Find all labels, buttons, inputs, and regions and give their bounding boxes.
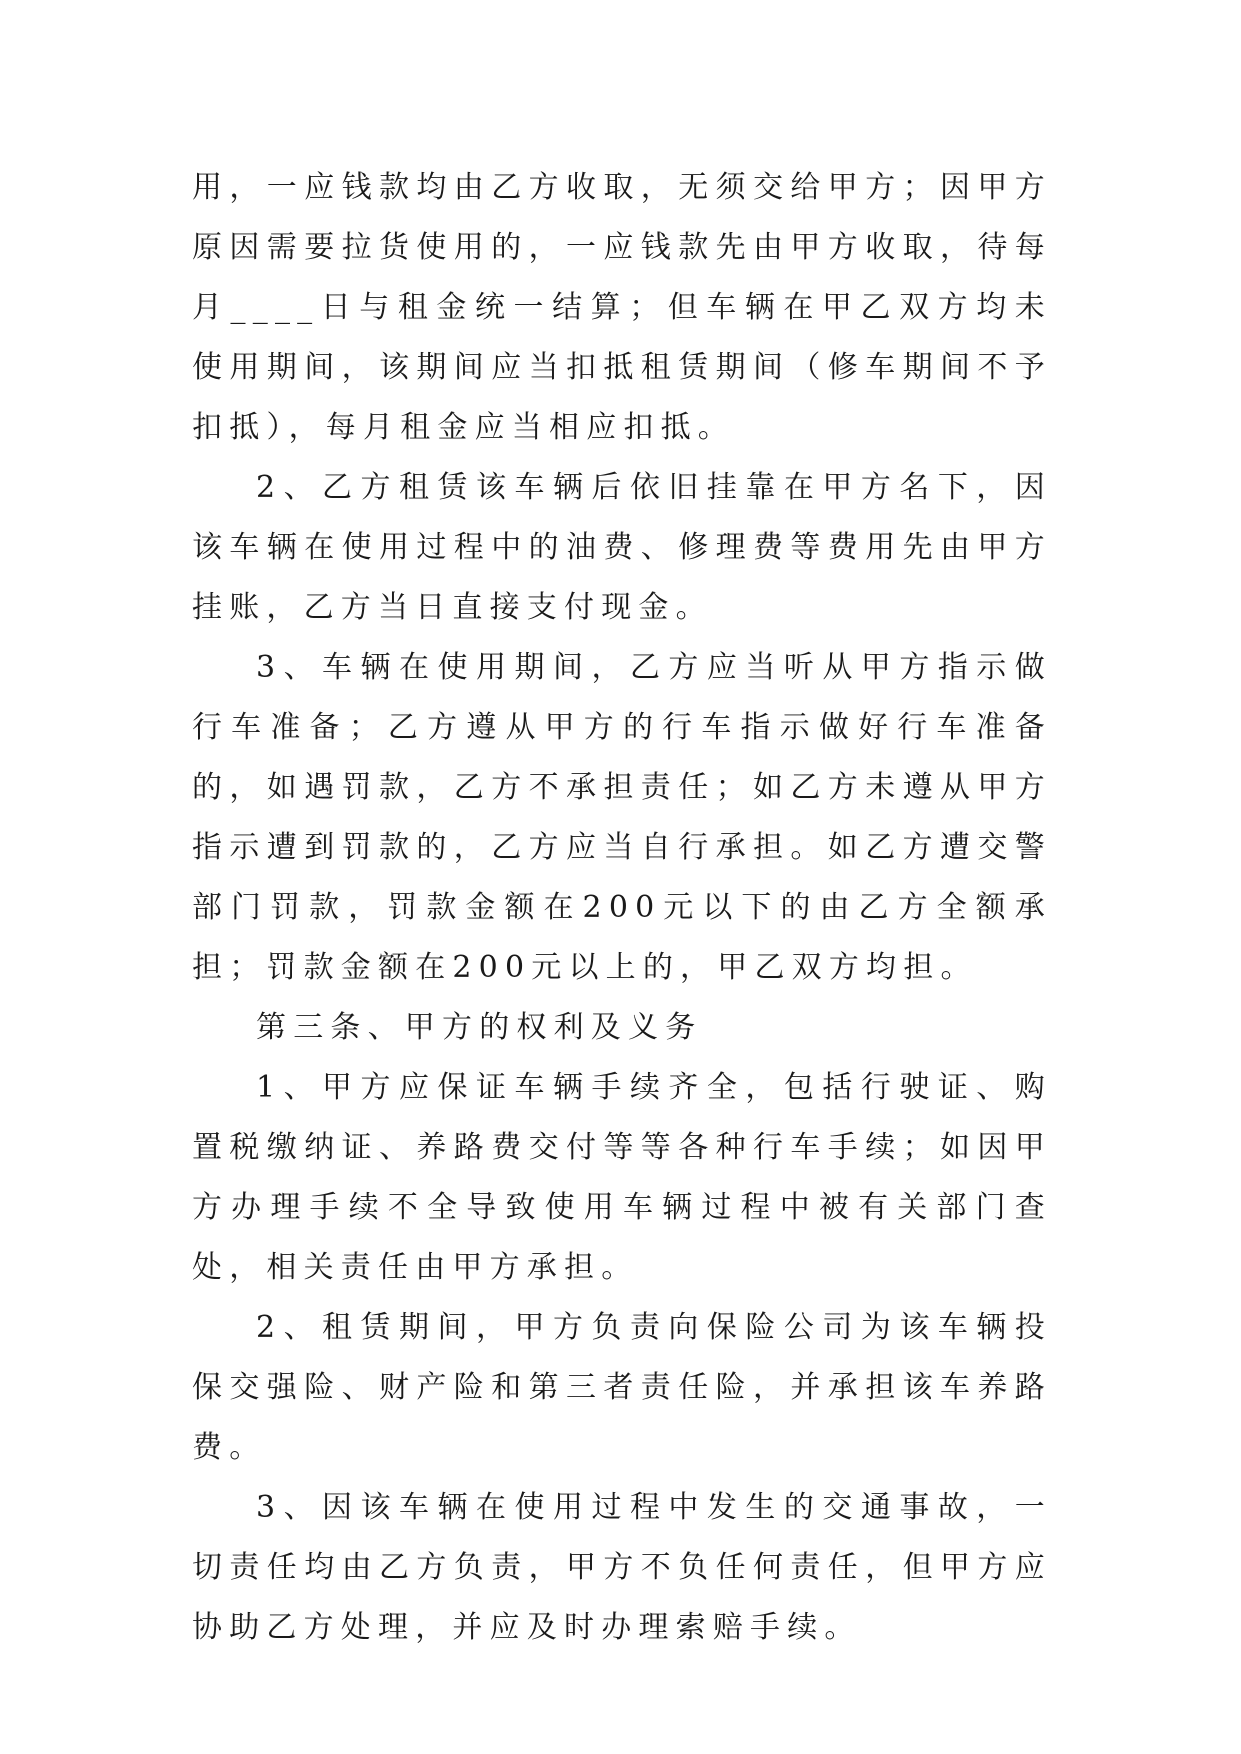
document-body bbox=[192, 158, 1052, 1658]
section-heading-article-3: 第三条、甲方的权利及义务 bbox=[256, 1010, 703, 1045]
paragraph-article-3-clause-2: 2、租赁期间，甲方负责向保险公司为该车辆投保交强险、财产险和第三者责任险，并承担该车养路费。 bbox=[192, 1310, 1052, 1465]
paragraph-article-3-clause-1: 1、甲方应保证车辆手续齐全，包括行驶证、购置税缴纳证、养路费交付等等各种行车手续；如因甲方办理手续不全导致使用车辆过程中被有关部门查处，相关责任由甲方承担。 bbox=[192, 1070, 1052, 1285]
paragraph-clause-3: 3、车辆在使用期间，乙方应当听从甲方指示做行车准备；乙方遵从甲方的行车指示做好行车准备的，如遇罚款，乙方不承担责任；如乙方未遵从甲方指示遭到罚款的，乙方应当自行承担。如乙方遭交警部门罚款，罚款金额在200元以下的由乙方全额承担；罚款金额在200元以上的，甲乙双方均担。 bbox=[192, 650, 1052, 985]
paragraph-clause-2: 2、乙方租赁该车辆后依旧挂靠在甲方名下，因该车辆在使用过程中的油费、修理费等费用先由甲方挂账，乙方当日直接支付现金。 bbox=[192, 470, 1052, 625]
paragraph-article-3-clause-3: 3、因该车辆在使用过程中发生的交通事故，一切责任均由乙方负责，甲方不负任何责任，但甲方应协助乙方处理，并应及时办理索赔手续。 bbox=[192, 1490, 1052, 1645]
paragraph-continuation: 用，一应钱款均由乙方收取，无须交给甲方；因甲方原因需要拉货使用的，一应钱款先由甲方收取，待每月____日与租金统一结算；但车辆在甲乙双方均未使用期间，该期间应当扣抵租赁期间（修车期间不予扣抵），每月租金应当相应扣抵。 bbox=[192, 170, 1052, 445]
